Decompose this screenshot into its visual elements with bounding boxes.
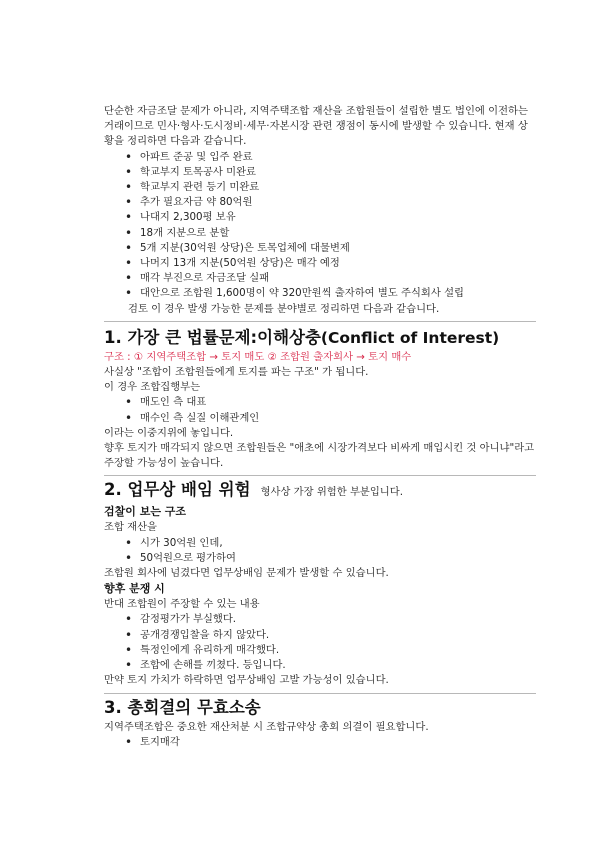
section1-p2: 이 경우 조합집행부는: [104, 381, 201, 394]
section2-p1: 조합 재산을: [104, 521, 158, 534]
list-item: • 매수인 측 실질 이해관계인: [128, 411, 536, 426]
list-item: • 특정인에게 유리하게 매각했다.: [128, 643, 536, 658]
document-page: [104, 104, 536, 750]
section1-title-en: (Conflict of Interest): [320, 328, 500, 347]
divider: [104, 321, 536, 322]
list-item: • 나머지 13개 지분(50억원 상당)은 매각 예정: [128, 256, 536, 271]
section2-sub1: 검찰이 보는 구조: [104, 505, 187, 519]
list-item: • 조합에 손해를 끼쳤다. 등입니다.: [128, 658, 536, 673]
section3-p1: 지역주택조합은 중요한 재산처분 시 조합규약상 총회 의결이 필요합니다.: [104, 720, 429, 733]
section2-p4: 만약 토지 가치가 하락하면 업무상배임 고발 가능성이 있습니다.: [104, 674, 389, 687]
list-item: • 학교부지 토목공사 미완료: [128, 165, 536, 180]
intro-list: [104, 150, 536, 302]
list-item: • 5개 지분(30억원 상당)은 토목업체에 대물변제: [128, 241, 536, 256]
section1-list: [104, 395, 536, 425]
list-item: • 18개 지분으로 분할: [128, 226, 536, 241]
list-item: • 시가 30억원 인데,: [128, 536, 536, 551]
list-item: • 50억원으로 평가하여: [128, 551, 536, 566]
list-item: • 매도인 측 대표: [128, 395, 536, 410]
section2-title: 2. 업무상 배임 위험: [104, 480, 251, 500]
section2-list1: [104, 536, 536, 566]
section3-title: 3. 총회결의 무효소송: [104, 697, 261, 717]
list-item: • 나대지 2,300평 보유: [128, 210, 536, 225]
section1-structure: 구조 : ① 지역주택조합 → 토지 매도 ② 조합원 출자회사 → 토지 매수: [104, 350, 412, 363]
intro-paragraph: 단순한 자금조달 문제가 아니라, 지역주택조합 재산을 조합원들이 설립한 별도 법인에 이전하는 거래이므로 민사·형사·도시정비·세무·자본시장 관련 쟁점이 동시에 발생할 수 있습니다. 현재 상황을 정리하면 다음과 같습니다.: [104, 105, 528, 148]
list-item: • 매각 부진으로 자금조달 실패: [128, 271, 536, 286]
list-item: • 공개경쟁입찰을 하지 않았다.: [128, 628, 536, 643]
list-item: • 아파트 준공 및 입주 완료: [128, 150, 536, 165]
list-item: • 학교부지 관련 등기 미완료: [128, 180, 536, 195]
section1-p4: 향후 토지가 매각되지 않으면 조합원들은 "애초에 시장가격보다 비싸게 매입시킨 것 아니냐"라고 주장할 가능성이 높습니다.: [104, 442, 535, 470]
section2-p2: 조합원 회사에 넘겼다면 업무상배임 문제가 발생할 수 있습니다.: [104, 567, 389, 580]
section1-p1: 사실상 "조합이 조합원들에게 토지를 파는 구조" 가 됩니다.: [104, 366, 369, 379]
list-item: • 추가 필요자금 약 80억원: [128, 195, 536, 210]
section2-title-line: [104, 478, 536, 504]
list-item: • 토지매각: [128, 735, 536, 750]
section1-title-ko: 1. 가장 큰 법률문제:이해상충: [104, 327, 321, 347]
section3-list: [104, 735, 536, 750]
section2-p3: 반대 조합원이 주장할 수 있는 내용: [104, 598, 260, 611]
divider: [104, 693, 536, 694]
list-item: • 감정평가가 부실했다.: [128, 612, 536, 627]
section2-list2: [104, 612, 536, 673]
section2-sub2: 향후 분쟁 시: [104, 582, 165, 596]
intro-closing: 검토 이 경우 발생 가능한 문제를 분야별로 정리하면 다음과 같습니다.: [128, 302, 440, 315]
divider: [104, 475, 536, 476]
section1-title: [104, 326, 536, 350]
section2-note: 형사상 가장 위험한 부분입니다.: [260, 486, 403, 499]
list-item: • 대안으로 조합원 1,600명이 약 320만원씩 출자하여 별도 주식회사 설립: [128, 286, 536, 301]
section1-p3: 이라는 이중지위에 놓입니다.: [104, 426, 234, 439]
